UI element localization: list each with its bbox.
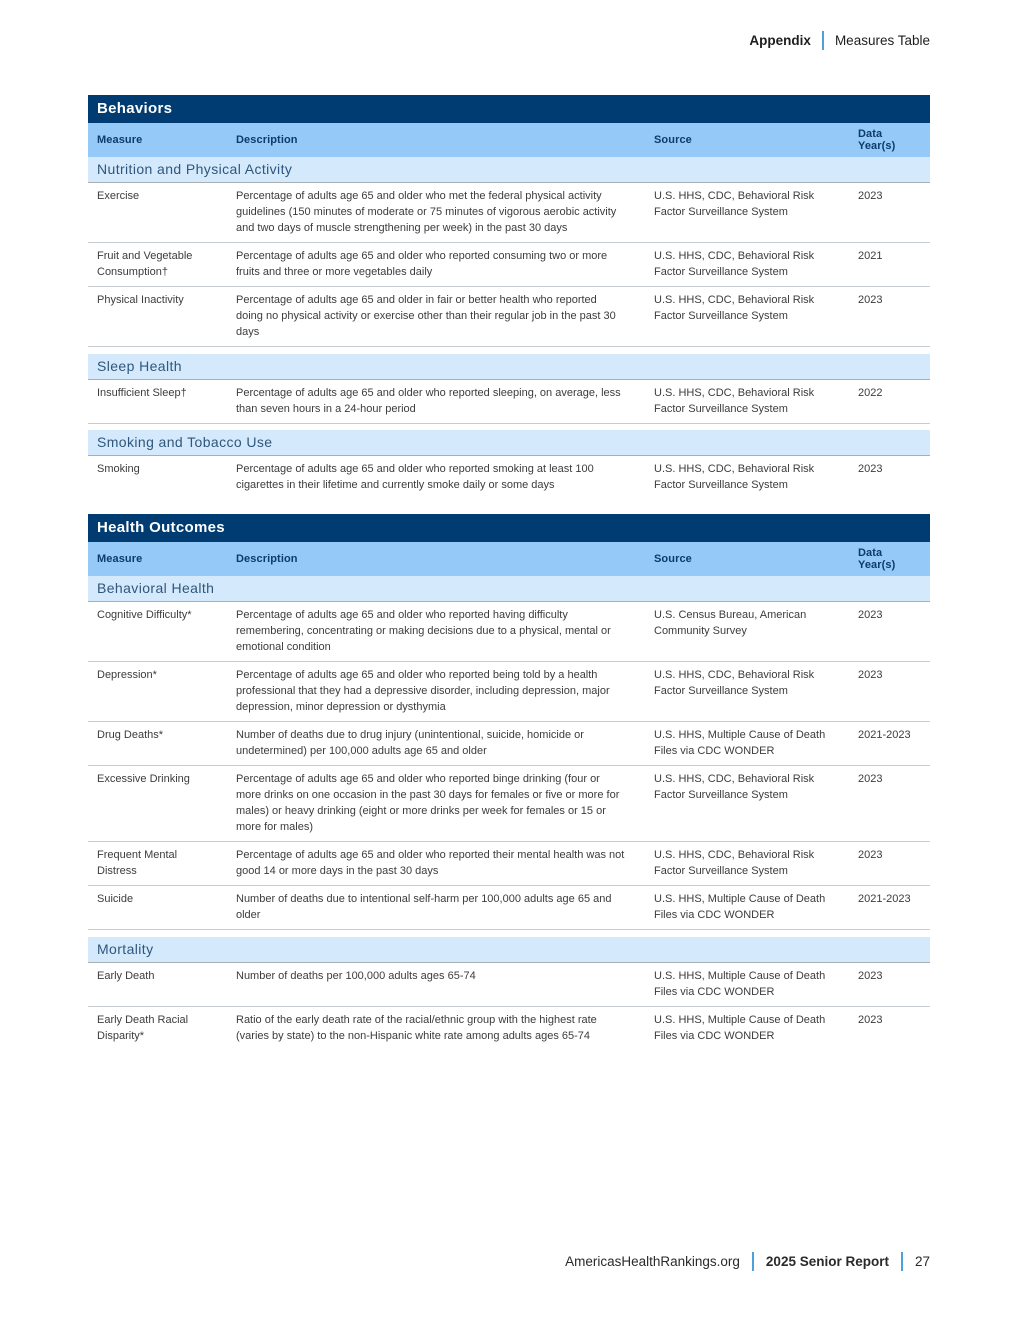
section-title: Mortality [88,937,930,963]
measure-cell: Frequent Mental Distress [88,842,227,886]
description-cell: Percentage of adults age 65 and older who reported smoking at least 100 cigarettes in their lifetime and currently smoke daily or some days [227,456,645,507]
description-cell: Ratio of the early death rate of the racial/ethnic group with the highest rate (varies by state) to the non-Hispanic white rate among adults ages 65-74 [227,1006,645,1057]
page-footer [565,1252,930,1271]
measure-cell: Exercise [88,183,227,243]
description-cell: Percentage of adults age 65 and older who reported binge drinking (four or more drinks on one occasion in the past 30 days for females or five or more for males) or heavy drinking (eight or more drinks per week for females or 15 or more for males) [227,766,645,842]
table-title-row [88,514,930,542]
section-gap [88,423,930,430]
section-title: Nutrition and Physical Activity [88,157,930,183]
measure-cell: Insufficient Sleep† [88,379,227,423]
description-cell: Number of deaths per 100,000 adults ages 65-74 [227,962,645,1006]
column-header-years: Data Year(s) [849,542,930,576]
description-cell: Number of deaths due to drug injury (unintentional, suicide, homicide or undetermined) per 100,000 adults age 65 and older [227,722,645,766]
source-cell: U.S. HHS, Multiple Cause of Death Files via CDC WONDER [645,962,849,1006]
column-header-source: Source [645,542,849,576]
column-header-row [88,123,930,157]
table-row-physical-inactivity [88,287,930,347]
table-row-cognitive-difficulty [88,602,930,662]
description-cell: Percentage of adults age 65 and older who reported consuming two or more fruits and three or more vegetables daily [227,243,645,287]
table-title: Behaviors [88,95,930,123]
data-years-cell: 2023 [849,456,930,507]
table-row-exercise [88,183,930,243]
measure-cell: Smoking [88,456,227,507]
measures-tables [88,95,930,1057]
footer-divider [752,1252,754,1271]
column-header-measure: Measure [88,542,227,576]
column-header-description: Description [227,123,645,157]
data-years-cell: 2023 [849,183,930,243]
description-cell: Number of deaths due to intentional self-harm per 100,000 adults age 65 and older [227,886,645,930]
measure-cell: Cognitive Difficulty* [88,602,227,662]
data-years-cell: 2023 [849,662,930,722]
source-cell: U.S. HHS, CDC, Behavioral Risk Factor Surveillance System [645,662,849,722]
table-title: Health Outcomes [88,514,930,542]
behaviors-table [88,95,930,506]
data-years-cell: 2023 [849,842,930,886]
description-cell: Percentage of adults age 65 and older who reported sleeping, on average, less than seven hours in a 24-hour period [227,379,645,423]
table-row-suicide [88,886,930,930]
source-cell: U.S. HHS, CDC, Behavioral Risk Factor Surveillance System [645,766,849,842]
breadcrumb [749,31,930,50]
footer-site-name: AmericasHealthRankings.org [565,1254,740,1269]
column-header-measure: Measure [88,123,227,157]
breadcrumb-section: Appendix [749,33,811,48]
data-years-cell: 2021-2023 [849,722,930,766]
source-cell: U.S. HHS, Multiple Cause of Death Files via CDC WONDER [645,722,849,766]
source-cell: U.S. HHS, CDC, Behavioral Risk Factor Surveillance System [645,183,849,243]
source-cell: U.S. HHS, CDC, Behavioral Risk Factor Surveillance System [645,842,849,886]
table-row-insufficient-sleep [88,379,930,423]
section-title: Smoking and Tobacco Use [88,430,930,456]
description-cell: Percentage of adults age 65 and older who met the federal physical activity guidelines (150 minutes of moderate or 75 minutes of vigorous aerobic activity and two days of muscle strengthening per week) in the past 30 days [227,183,645,243]
data-years-cell: 2022 [849,379,930,423]
table-row-fruit-vegetable [88,243,930,287]
footer-report-name: 2025 Senior Report [765,1254,889,1269]
section-header-sleep-health [88,354,930,380]
footer-divider [901,1252,903,1271]
source-cell: U.S. HHS, CDC, Behavioral Risk Factor Surveillance System [645,456,849,507]
measure-cell: Physical Inactivity [88,287,227,347]
data-years-cell: 2021-2023 [849,886,930,930]
section-title: Behavioral Health [88,576,930,602]
data-years-cell: 2023 [849,1006,930,1057]
footer-page-number: 27 [914,1254,930,1269]
description-cell: Percentage of adults age 65 and older who reported having difficulty remembering, concentrating or making decisions due to a physical, mental or emotional condition [227,602,645,662]
source-cell: U.S. HHS, CDC, Behavioral Risk Factor Surveillance System [645,287,849,347]
table-row-early-death-racial-disparity [88,1006,930,1057]
source-cell: U.S. HHS, Multiple Cause of Death Files via CDC WONDER [645,886,849,930]
source-cell: U.S. HHS, Multiple Cause of Death Files via CDC WONDER [645,1006,849,1057]
section-header-nutrition [88,157,930,183]
section-gap [88,930,930,937]
description-cell: Percentage of adults age 65 and older in fair or better health who reported doing no physical activity or exercise other than their regular job in the past 30 days [227,287,645,347]
data-years-cell: 2023 [849,602,930,662]
measure-cell: Early Death Racial Disparity* [88,1006,227,1057]
table-row-depression [88,662,930,722]
table-title-row [88,95,930,123]
column-header-source: Source [645,123,849,157]
measure-cell: Suicide [88,886,227,930]
breadcrumb-page-title: Measures Table [834,33,930,48]
source-cell: U.S. Census Bureau, American Community Survey [645,602,849,662]
table-row-smoking [88,456,930,507]
source-cell: U.S. HHS, CDC, Behavioral Risk Factor Surveillance System [645,243,849,287]
data-years-cell: 2023 [849,766,930,842]
source-cell: U.S. HHS, CDC, Behavioral Risk Factor Surveillance System [645,379,849,423]
health-outcomes-table [88,514,930,1057]
section-header-behavioral-health [88,576,930,602]
measure-cell: Depression* [88,662,227,722]
measure-cell: Drug Deaths* [88,722,227,766]
table-row-early-death [88,962,930,1006]
section-header-smoking-tobacco [88,430,930,456]
table-row-drug-deaths [88,722,930,766]
table-row-frequent-mental-distress [88,842,930,886]
description-cell: Percentage of adults age 65 and older who reported their mental health was not good 14 or more days in the past 30 days [227,842,645,886]
column-header-row [88,542,930,576]
measure-cell: Early Death [88,962,227,1006]
data-years-cell: 2023 [849,962,930,1006]
column-header-description: Description [227,542,645,576]
section-title: Sleep Health [88,354,930,380]
data-years-cell: 2023 [849,287,930,347]
measure-cell: Excessive Drinking [88,766,227,842]
table-row-excessive-drinking [88,766,930,842]
section-header-mortality [88,937,930,963]
data-years-cell: 2021 [849,243,930,287]
section-gap [88,347,930,354]
column-header-years: Data Year(s) [849,123,930,157]
breadcrumb-divider [822,31,824,50]
measure-cell: Fruit and Vegetable Consumption† [88,243,227,287]
description-cell: Percentage of adults age 65 and older who reported being told by a health professional that they had a depressive disorder, including depression, major depression, minor depression or dysthymia [227,662,645,722]
